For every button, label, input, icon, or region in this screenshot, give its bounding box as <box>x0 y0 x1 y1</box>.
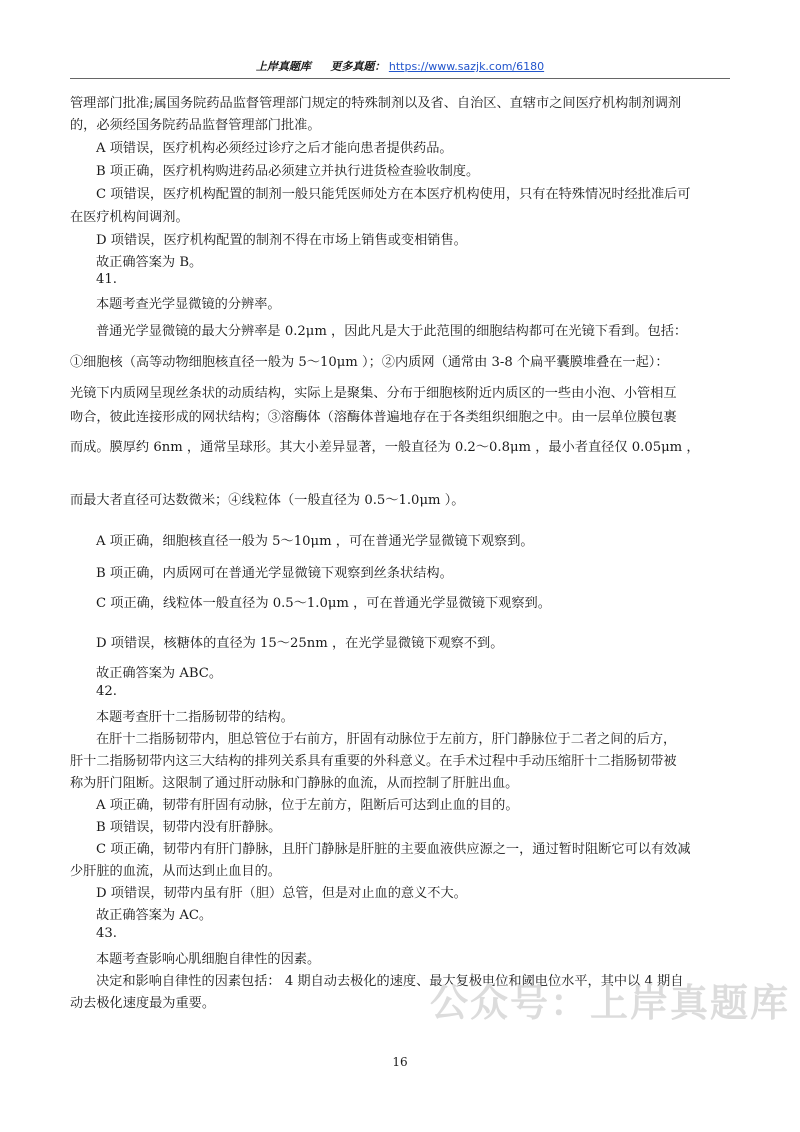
text-line: 少肝脏的血流，从而达到止血目的。 <box>70 864 281 879</box>
header-brand: 上岸真题库 <box>255 60 311 73</box>
text-line: B 项正确，医疗机构购进药品必须建立并执行进货检查验收制度。 <box>96 164 480 179</box>
text-line: 在肝十二指肠韧带内，胆总管位于右前方，肝固有动脉位于左前方，肝门静脉位于二者之间的后方， <box>96 732 677 747</box>
text-line: 本题考查影响心肌细胞自律性的因素。 <box>96 952 321 967</box>
text-line: 动去极化速度最为重要。 <box>70 996 216 1011</box>
question-number: 41. <box>96 272 117 287</box>
text-line: C 项正确，韧带内有肝门静脉，且肝门静脉是肝脏的主要血液供应源之一，通过暂时阻断它可以有效减 <box>96 842 691 857</box>
header-link[interactable]: https://www.sazjk.com/6180 <box>388 60 545 73</box>
text-line: 而最大者直径可达数微米；④线粒体（一般直径为 0.5～1.0μm ）。 <box>70 493 465 508</box>
text-line: B 项错误，韧带内没有肝静脉。 <box>96 820 282 835</box>
text-line: D 项错误，韧带内虽有肝（胆）总管，但是对止血的意义不大。 <box>96 886 467 901</box>
text-line: 管理部门批准;属国务院药品监督管理部门规定的特殊制剂以及省、自治区、直辖市之间医疗机构制剂调剂 <box>70 96 682 111</box>
page-header <box>0 58 800 74</box>
text-line: 本题考查肝十二指肠韧带的结构。 <box>96 710 294 725</box>
text-line: 故正确答案为 AC。 <box>96 908 213 923</box>
text-line: C 项正确，线粒体一般直径为 0.5～1.0μm ，可在普通光学显微镜下观察到。 <box>96 596 551 611</box>
text-line: 称为肝门阻断。这限制了通过肝动脉和门静脉的血流，从而控制了肝脏出血。 <box>70 776 519 791</box>
watermark: 公众号：上岸真题库 <box>430 981 791 1025</box>
text-line: 故正确答案为 B。 <box>96 255 203 270</box>
header-divider <box>70 78 730 79</box>
text-line: 普通光学显微镜的最大分辨率是 0.2μm ，因此凡是大于此范围的细胞结构都可在光镜下看到。包括： <box>96 324 688 339</box>
question-number: 42. <box>96 684 117 699</box>
text-line: B 项正确，内质网可在普通光学显微镜下观察到丝条状结构。 <box>96 566 453 581</box>
text-line: 故正确答案为 ABC。 <box>96 666 223 681</box>
text-line: ①细胞核（高等动物细胞核直径一般为 5～10μm ）；②内质网（通常由 3-8 个扁平囊膜堆叠在一起）： <box>70 355 669 370</box>
text-line: 决定和影响自律性的因素包括： 4 期自动去极化的速度、最大复极电位和阈电位水平，其中以 4 期自 <box>96 974 684 989</box>
text-line: D 项错误，医疗机构配置的制剂不得在市场上销售或变相销售。 <box>96 233 467 248</box>
text-line: 吻合，彼此连接形成的网状结构；③溶酶体（溶酶体普遍地存在于各类组织细胞之中。由一层单位膜包裹 <box>70 410 677 425</box>
text-line: 肝十二指肠韧带内这三大结构的排列关系具有重要的外科意义。在手术过程中手动压缩肝十二指肠韧带被 <box>70 754 677 769</box>
question-number: 43. <box>96 926 117 941</box>
page-number: 16 <box>392 1055 408 1069</box>
header-more-label: 更多真题： <box>330 60 386 73</box>
text-line: D 项错误，核糖体的直径为 15～25nm ，在光学显微镜下观察不到。 <box>96 636 504 651</box>
text-line: A 项错误，医疗机构必须经过诊疗之后才能向患者提供药品。 <box>96 141 453 156</box>
text-line: 本题考查光学显微镜的分辨率。 <box>96 297 281 312</box>
text-line: 在医疗机构间调剂。 <box>70 210 189 225</box>
text-line: C 项错误，医疗机构配置的制剂一般只能凭医师处方在本医疗机构使用，只有在特殊情况时经批准后可 <box>96 187 691 202</box>
text-line: 的，必须经国务院药品监督管理部门批准。 <box>70 118 321 133</box>
text-line: A 项正确，细胞核直径一般为 5～10μm ，可在普通光学显微镜下观察到。 <box>96 534 534 549</box>
text-line: 而成。膜厚约 6nm ，通常呈球形。其大小差异显著，一般直径为 0.2～0.8μm ，最小者直径仅 0.05μm ， <box>70 440 700 455</box>
text-line: 光镜下内质网呈现丝条状的动质结构，实际上是聚集、分布于细胞核附近内质区的一些由小泡、小管相互 <box>70 386 677 401</box>
text-line: A 项正确，韧带有肝固有动脉，位于左前方，阻断后可达到止血的目的。 <box>96 798 519 813</box>
